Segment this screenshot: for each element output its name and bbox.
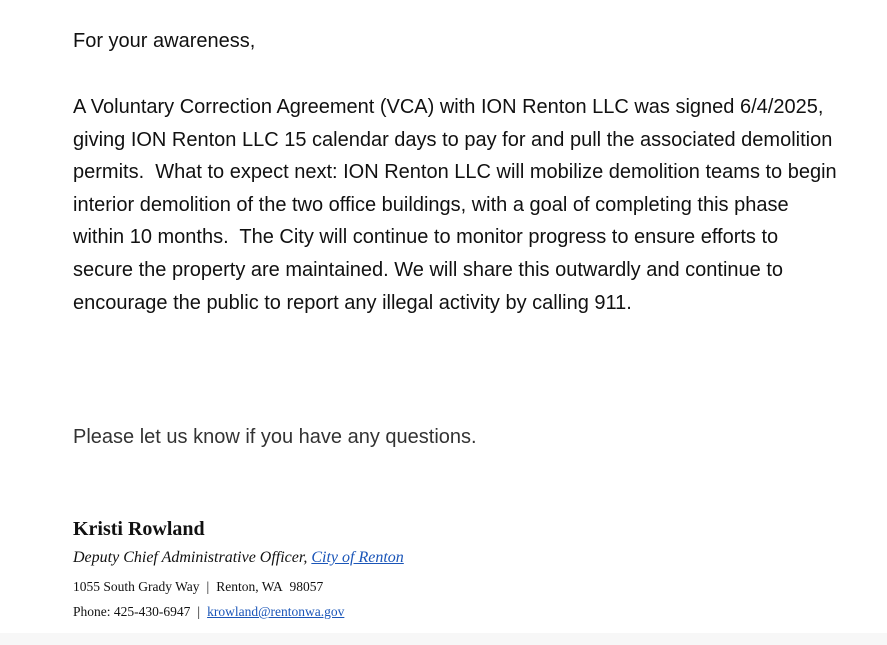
signature-phone: Phone: 425-430-6947 (73, 604, 191, 619)
bottom-strip (0, 633, 887, 645)
signature-contact (73, 603, 344, 621)
signature-street: 1055 South Grady Way (73, 579, 200, 594)
signature-email-link[interactable]: krowland@rentonwa.gov (207, 604, 345, 619)
email-main-paragraph: A Voluntary Correction Agreement (VCA) with ION Renton LLC was signed 6/4/2025, giving ION Renton LLC 15 calendar days to pay for and pull the associated demolition permits. What to expect next: ION Renton LLC will mobilize demolition teams to begin interior demolition of the two office buildings, with a goal of completing this phase within 10 months. The City will continue to monitor progress to ensure efforts to secure the property are maintained. We will share this outwardly and continue to encourage the public to report any illegal activity by calling 911. (73, 96, 837, 314)
signature-address (73, 578, 323, 596)
email-greeting: For your awareness, (73, 30, 256, 52)
address-separator: | (206, 579, 210, 594)
signature-name: Kristi Rowland (73, 518, 205, 540)
signature-title-line (73, 548, 404, 568)
contact-separator: | (197, 604, 201, 619)
city-of-renton-link[interactable]: City of Renton (311, 549, 404, 566)
signature-city: Renton, WA 98057 (216, 579, 324, 594)
email-closing: Please let us know if you have any questions. (73, 426, 477, 448)
signature-title: Deputy Chief Administrative Officer, (73, 549, 308, 566)
